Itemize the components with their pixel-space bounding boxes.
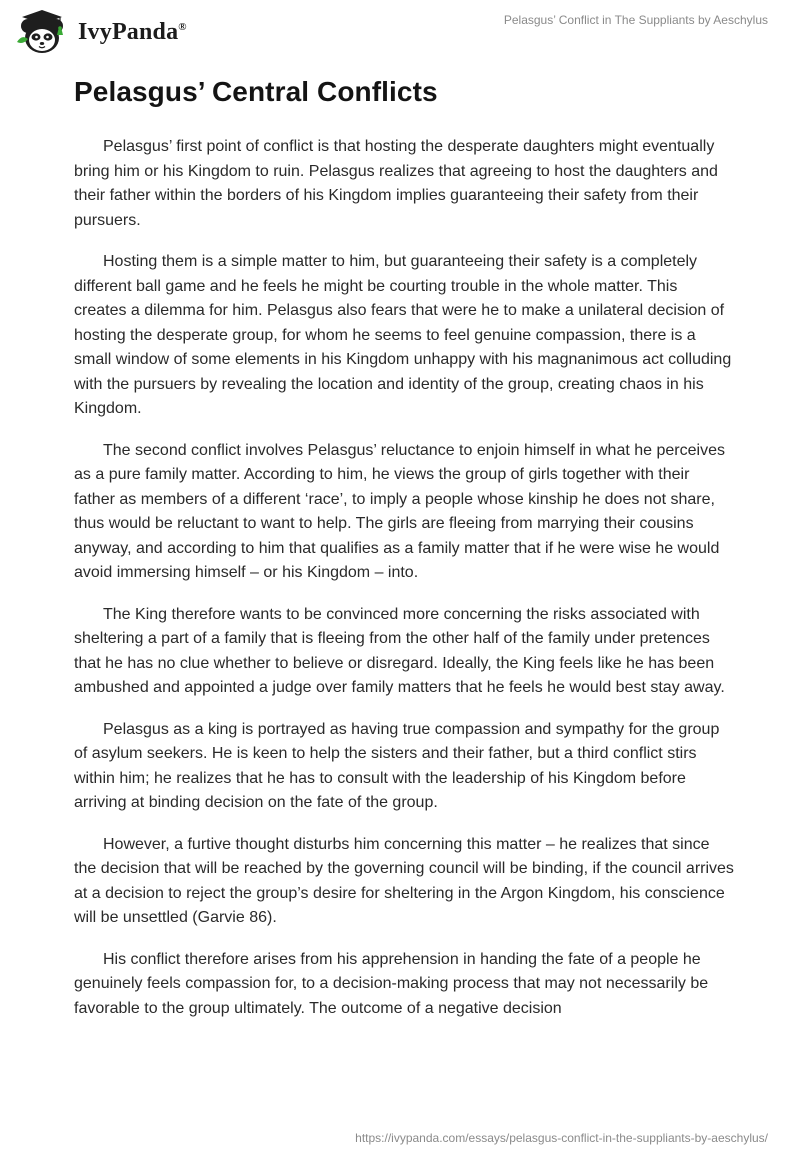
paragraph-4: The King therefore wants to be convinced more concerning the risks associated with sheltering a part of a family that is fleeing from the other half of the family under pretences that he has no clue whether to believe or disregard. Ideally, the King feels like he has been ambushed and appointed a judge over family matters that he feels he would best stay away. [74, 605, 725, 696]
paragraph-1: Pelasgus’ first point of conflict is that hosting the desperate daughters might eventually bring him or his Kingdom to ruin. Pelasgus realizes that agreeing to host the daughters and their father within the borders of his Kingdom implies guaranteeing their safety from their pursuers. [74, 138, 718, 229]
source-url[interactable]: https://ivypanda.com/essays/pelasgus-conflict-in-the-suppliants-by-aeschylus/ [355, 1131, 768, 1145]
paragraph-3: The second conflict involves Pelasgus’ reluctance to enjoin himself in what he perceives as a pure family matter. According to him, he views the group of girls together with their father as members of a different ‘race’, to imply a people whose kinship he does not share, thus would be reluctant to want to help. The girls are fleeing from marrying their cousins anyway, and according to him that qualifies as a family matter that if he were wise he would avoid immersing himself – or his Kingdom – into. [74, 441, 725, 581]
brand-name: IvyPanda® [78, 18, 187, 45]
page-header [0, 0, 800, 62]
panda-graduate-icon [14, 6, 72, 56]
article-content [74, 70, 734, 1021]
brand-logo[interactable] [14, 6, 187, 56]
registered-mark: ® [178, 20, 187, 33]
document-title: Pelasgus’ Conflict in The Suppliants by Aeschylus [503, 13, 768, 27]
paragraph-6: However, a furtive thought disturbs him concerning this matter – he realizes that since the decision that will be reached by the governing council will be binding, if the council arrives at a decision to reject the group’s desire for sheltering in the Argon Kingdom, his conscience will be unsettled (Garvie 86). [74, 835, 734, 926]
section-heading: Pelasgus’ Central Conflicts [74, 76, 438, 107]
paragraph-2: Hosting them is a simple matter to him, but guaranteeing their safety is a completely different ball game and he feels he might be courting trouble in the whole matter. This creates a dilemma for him. Pelasgus also fears that were he to make a unilateral decision of hosting the desperate group, for whom he seems to feel genuine compassion, there is a small window of some elements in his Kingdom unhappy with his magnanimous act colluding with the pursuers by revealing the location and identity of the group, creating chaos in his Kingdom. [74, 253, 732, 417]
paragraph-7: His conflict therefore arises from his apprehension in handing the fate of a people he genuinely feels compassion for, to a decision-making process that may not necessarily be favorable to the group ultimately. The outcome of a negative decision [74, 950, 709, 1017]
paragraph-5: Pelasgus as a king is portrayed as having true compassion and sympathy for the group of asylum seekers. He is keen to help the sisters and their father, but a third conflict stirs within him; he realizes that he has to consult with the leadership of his Kingdom before arriving at binding decision on the fate of the group. [74, 720, 720, 811]
